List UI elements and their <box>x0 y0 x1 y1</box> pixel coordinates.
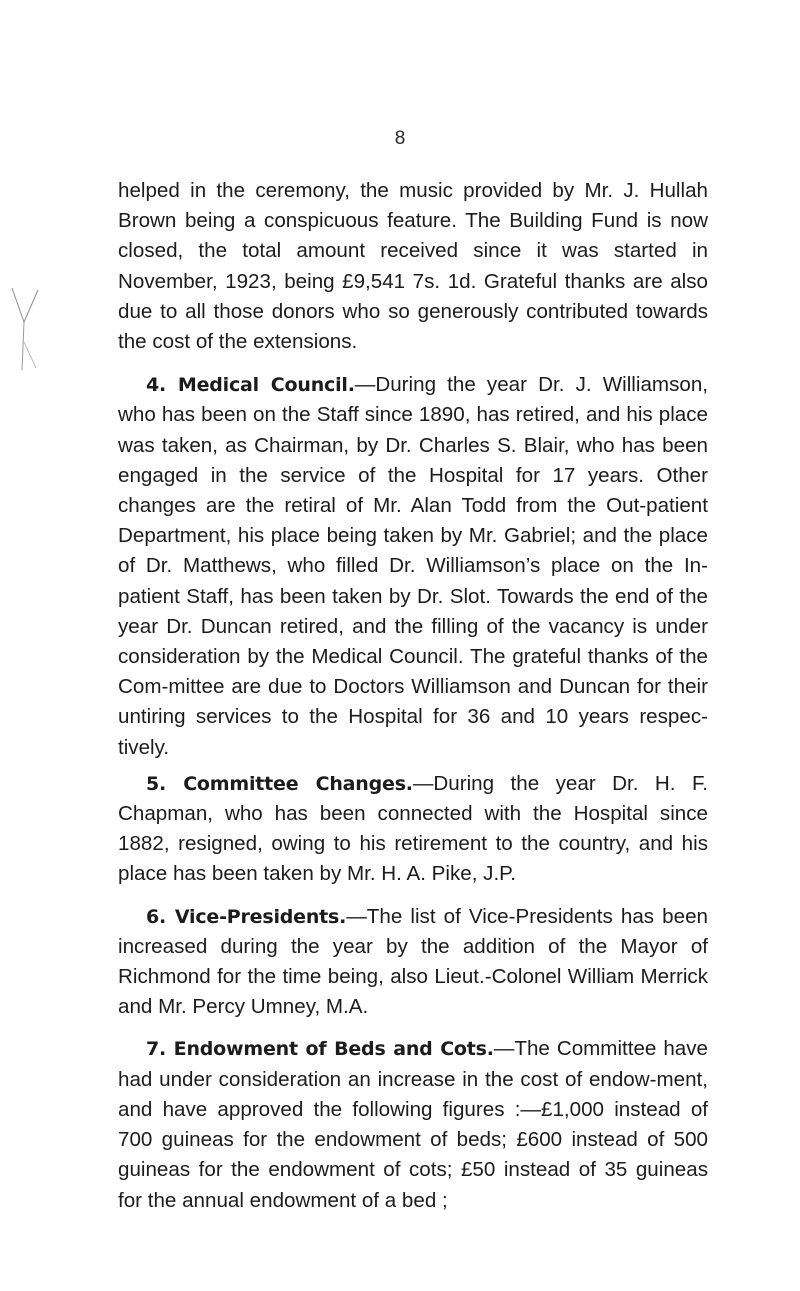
section-heading-vice-presidents: 6. Vice-Presidents. <box>146 905 347 928</box>
paragraph-text: —During the year Dr. J. Williamson, who has been on the Staff since 1890, has retired, and his place was taken, as Chairman, by Dr. Charles S. Blair, who has been engaged in the service of the Hospital for 17 years. Other changes are the retiral of Mr. Alan Todd from the Out-patient Department, his place being taken by Mr. Gabriel; and the place of Dr. Matthews, who filled Dr. Williamson’s place on the In-patient Staff, has been taken by Dr. Slot. Towards the end of the year Dr. Duncan retired, and the filling of the vacancy is under consideration by the Medical Council. The grateful thanks of the Com-mittee are due to Doctors Williamson and Duncan for their untiring services to the Hospital for 36 and 10 years respec-tively. <box>118 373 708 759</box>
paragraph-vice-presidents <box>118 902 708 1023</box>
section-heading-endowment: 7. Endowment of Beds and Cots. <box>146 1038 494 1061</box>
page-number: 8 <box>394 128 406 149</box>
paragraph-text: —During the year Dr. H. F. Chapman, who has been connected with the Hospital since 1882, resigned, owing to his retirement to the country, and his place has been taken by Mr. H. A. Pike, J.P. <box>118 771 709 886</box>
document-body <box>118 176 708 1216</box>
margin-pencil-mark <box>10 282 40 372</box>
section-heading-medical-council: 4. Medical Council. <box>146 374 355 397</box>
paragraph-text: —The Committee have had under consideration an increase in the cost of endow-ment, and have approved the following figures :—£1,000 instead of 700 guineas for the endowment of beds; £600 instead of 500 guineas for the endowment of cots; £50 instead of 35 guineas for the annual endowment of a bed ; <box>118 1037 708 1212</box>
paragraph-building-fund <box>118 176 708 357</box>
paragraph-text: —The list of Vice-Presidents has been increased during the year by the addition of the Mayor of Richmond for the time being, also Lieut.-Colonel William Merrick and Mr. Percy Umney, M.A. <box>118 904 708 1019</box>
section-heading-committee-changes: 5. Committee Changes. <box>146 772 413 795</box>
paragraph-medical-council <box>118 370 708 763</box>
paragraph-endowment <box>118 1034 708 1215</box>
paragraph-committee-changes <box>118 769 708 890</box>
paragraph-text: helped in the ceremony, the music provided by Mr. J. Hullah Brown being a conspicuous feature. The Building Fund is now closed, the total amount received since it was started in November, 1923, being £9,541 7s. 1d. Grateful thanks are also due to all those donors who so generously contributed towards the cost of the extensions. <box>118 179 708 354</box>
